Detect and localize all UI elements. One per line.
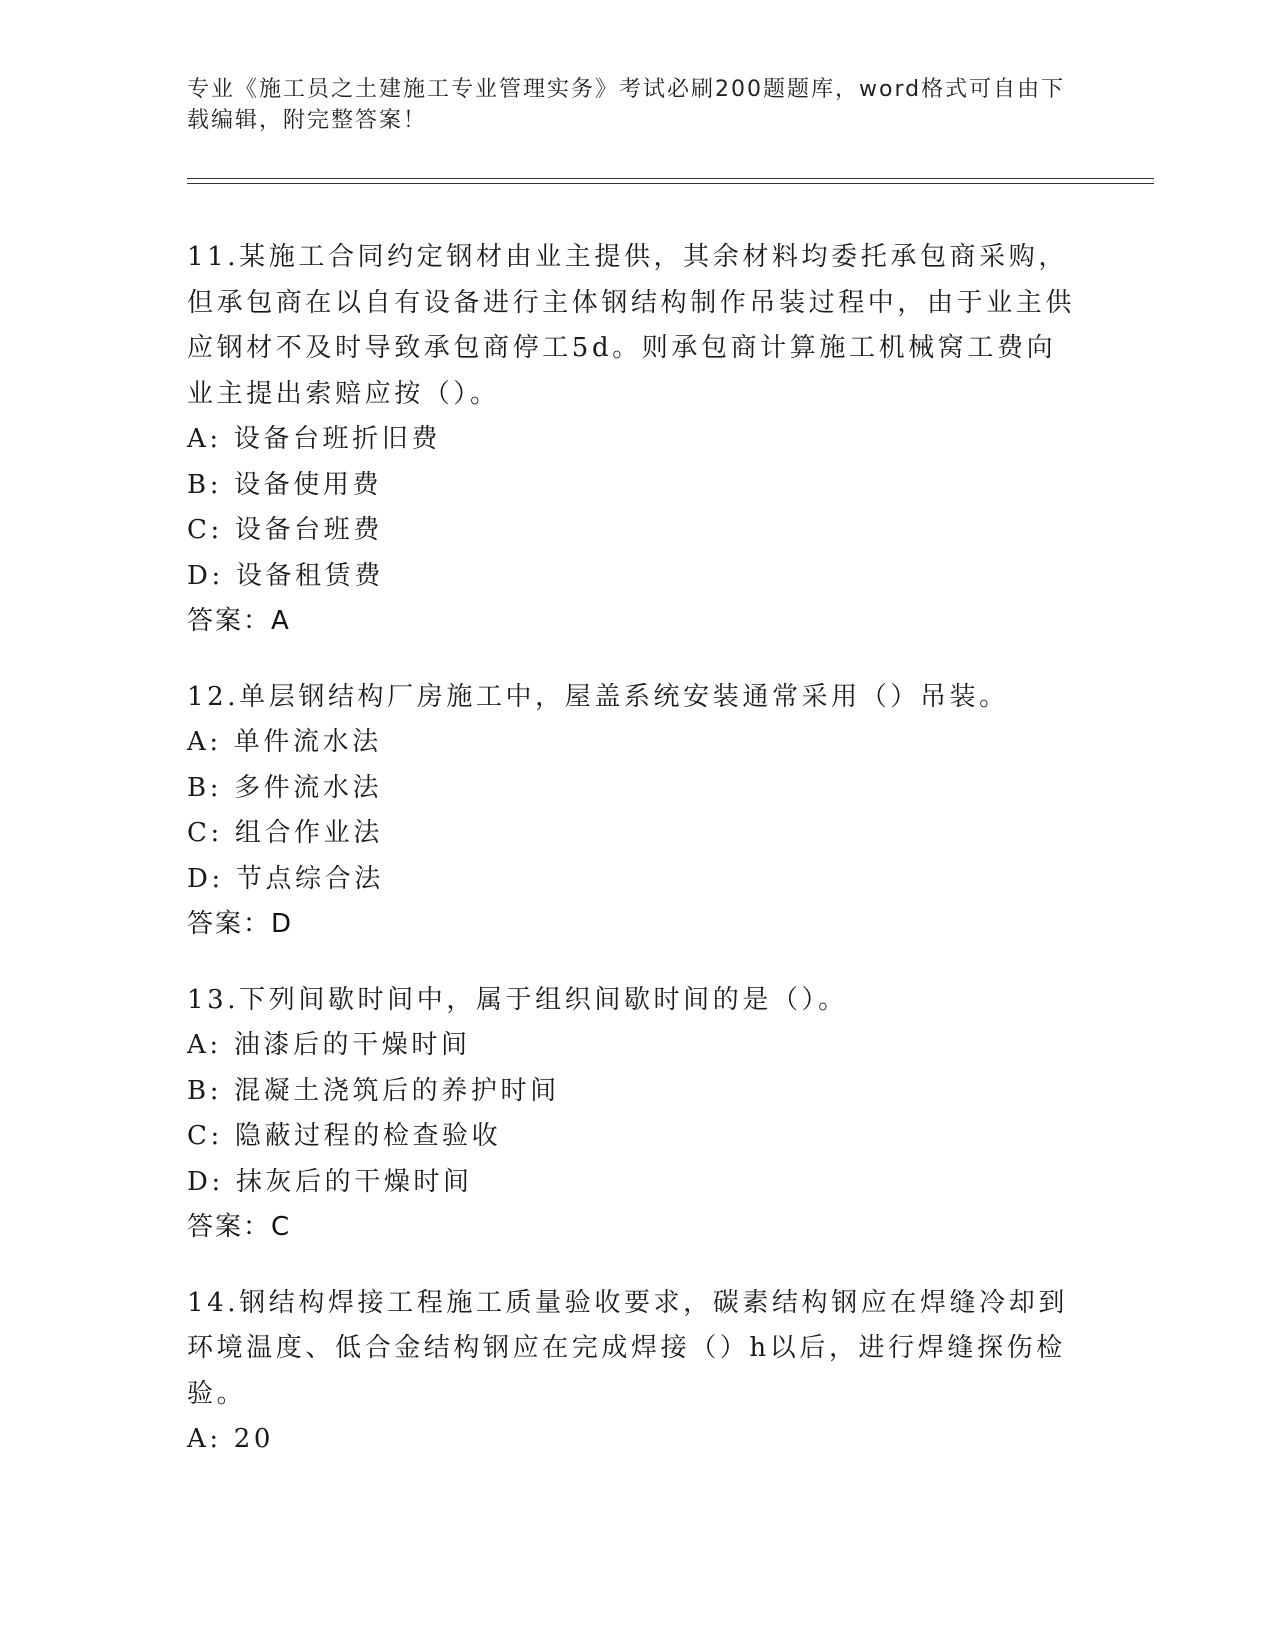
option-key: C: xyxy=(187,818,223,848)
option-text: 设备租赁费 xyxy=(235,560,384,591)
option-d xyxy=(187,1160,1077,1206)
answer-line: 答案：D xyxy=(187,909,294,939)
answer-line: 答案：A xyxy=(187,606,291,636)
option-c xyxy=(187,811,1077,857)
option-a xyxy=(187,1417,1077,1463)
header-divider-top xyxy=(187,178,1154,179)
option-a xyxy=(187,417,1077,463)
option-text: 组合作业法 xyxy=(234,818,383,848)
option-text: 混凝土浇筑后的养护时间 xyxy=(234,1075,560,1106)
option-key: A: xyxy=(187,727,222,757)
option-key: D: xyxy=(187,1166,224,1197)
option-text: 设备台班折旧费 xyxy=(233,424,441,454)
option-c xyxy=(187,508,1077,554)
option-text: 多件流水法 xyxy=(234,772,383,803)
question-text: 13.下列间歇时间中，属于组织间歇时间的是（）。 xyxy=(187,984,848,1015)
option-text: 节点综合法 xyxy=(235,863,384,894)
question-12 xyxy=(187,675,1077,948)
option-text: 抹灰后的干燥时间 xyxy=(235,1166,473,1197)
option-key: B: xyxy=(187,1075,223,1106)
option-text: 隐蔽过程的检查验收 xyxy=(234,1121,502,1151)
option-text: 设备使用费 xyxy=(234,469,383,500)
option-d xyxy=(187,857,1077,903)
option-b xyxy=(187,1069,1077,1115)
question-14 xyxy=(187,1281,1077,1463)
option-key: D: xyxy=(187,863,224,894)
option-d xyxy=(187,554,1077,600)
question-11 xyxy=(187,235,1077,645)
option-c xyxy=(187,1114,1077,1160)
question-list xyxy=(187,235,1077,1493)
document-header-intro: 专业《施工员之土建施工专业管理实务》考试必刷200题题库，word格式可自由下载编辑，附完整答案！ xyxy=(187,77,1066,133)
option-key: C: xyxy=(187,515,223,545)
question-text: 11.某施工合同约定钢材由业主提供，其余材料均委托承包商采购，但承包商在以自有设备进行主体钢结构制作吊装过程中，由于业主供应钢材不及时导致承包商停工5d。则承包商计算施工机械窝工费向业主提出索赔应按（）。 xyxy=(187,242,1076,409)
option-text: 油漆后的干燥时间 xyxy=(233,1030,471,1060)
option-a xyxy=(187,1023,1077,1069)
option-b xyxy=(187,766,1077,812)
answer-line: 答案：C xyxy=(187,1212,292,1242)
option-key: A: xyxy=(187,424,222,454)
option-key: D: xyxy=(187,560,224,591)
option-key: B: xyxy=(187,469,223,500)
option-key: A: xyxy=(187,1424,222,1454)
header-divider-bottom xyxy=(187,183,1154,184)
question-text: 14.钢结构焊接工程施工质量验收要求，碳素结构钢应在焊缝冷却到环境温度、低合金结构钢应在完成焊接（）h以后，进行焊缝探伤检验。 xyxy=(187,1287,1068,1409)
question-13 xyxy=(187,978,1077,1251)
question-text: 12.单层钢结构厂房施工中，屋盖系统安装通常采用（）吊装。 xyxy=(187,681,1009,712)
option-text: 单件流水法 xyxy=(233,727,382,757)
option-key: A: xyxy=(187,1030,222,1060)
option-text: 20 xyxy=(233,1424,275,1454)
option-key: C: xyxy=(187,1121,223,1151)
option-b xyxy=(187,463,1077,509)
option-a xyxy=(187,720,1077,766)
option-text: 设备台班费 xyxy=(234,515,383,545)
option-key: B: xyxy=(187,772,223,803)
